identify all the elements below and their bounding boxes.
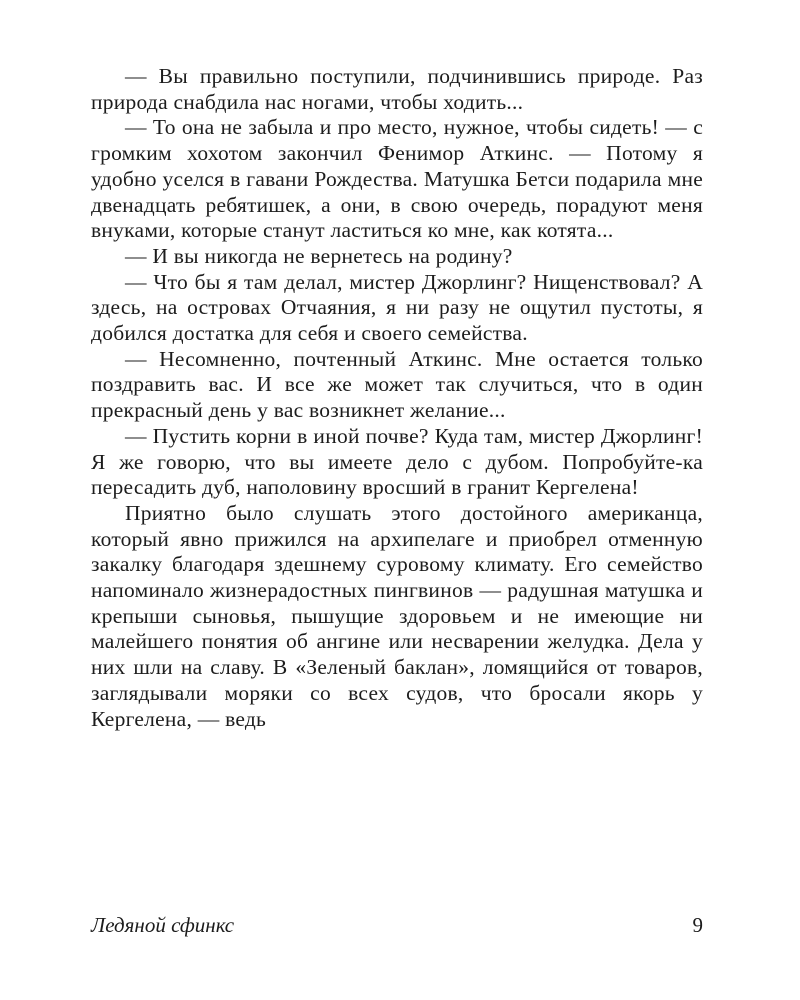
paragraph-5: — Несомненно, почтенный Аткинс. Мне остается только поздравить вас. И все же может так случиться, что в один прекрасный день у вас возникнет желание... — [91, 346, 703, 423]
paragraph-2: — То она не забыла и про место, нужное, чтобы сидеть! — с громким хохотом закончил Фенимор Аткинс. — Потому я удобно уселся в гавани Рождества. Матушка Бетси подарила мне двенадцать ребятишек, а они, в свою очередь, порадуют меня внуками, которые станут ластиться ко мне, как котята... — [91, 115, 703, 243]
page-footer — [91, 913, 703, 943]
paragraph-3: — И вы никогда не вернетесь на родину? — [125, 243, 513, 268]
paragraph-7: Приятно было слушать этого достойного американца, который явно прижился на архипелаге и приобрел отменную закалку благодаря здешнему суровому климату. Его семейство напоминало жизнерадостных пингвинов — радушная матушка и крепыши сыновья, пышущие здоровьем и не имеющие ни малейшего понятия об ангине или несварении желудка. Дела у них шли на славу. В «Зеленый баклан», ломящийся от товаров, заглядывали моряки со всех судов, что бросали якорь у Кергелена, — ведь — [91, 500, 703, 731]
running-title: Ледяной сфинкс — [91, 913, 235, 937]
page-number: 9 — [692, 913, 703, 937]
paragraph-6: — Пустить корни в иной почве? Куда там, мистер Джорлинг! Я же говорю, что вы имеете дело с дубом. Попробуйте-ка пересадить дуб, наполовину вросший в гранит Кергелена! — [91, 423, 703, 500]
paragraph-1: — Вы правильно поступили, подчинившись природе. Раз природа снабдила нас ногами, чтобы ходить... — [91, 64, 703, 114]
paragraph-4: — Что бы я там делал, мистер Джорлинг? Нищенствовал? А здесь, на островах Отчаяния, я ни разу не ощутил пустоты, я добился достатка для себя и своего семейства. — [91, 269, 703, 346]
page-body — [91, 64, 703, 732]
